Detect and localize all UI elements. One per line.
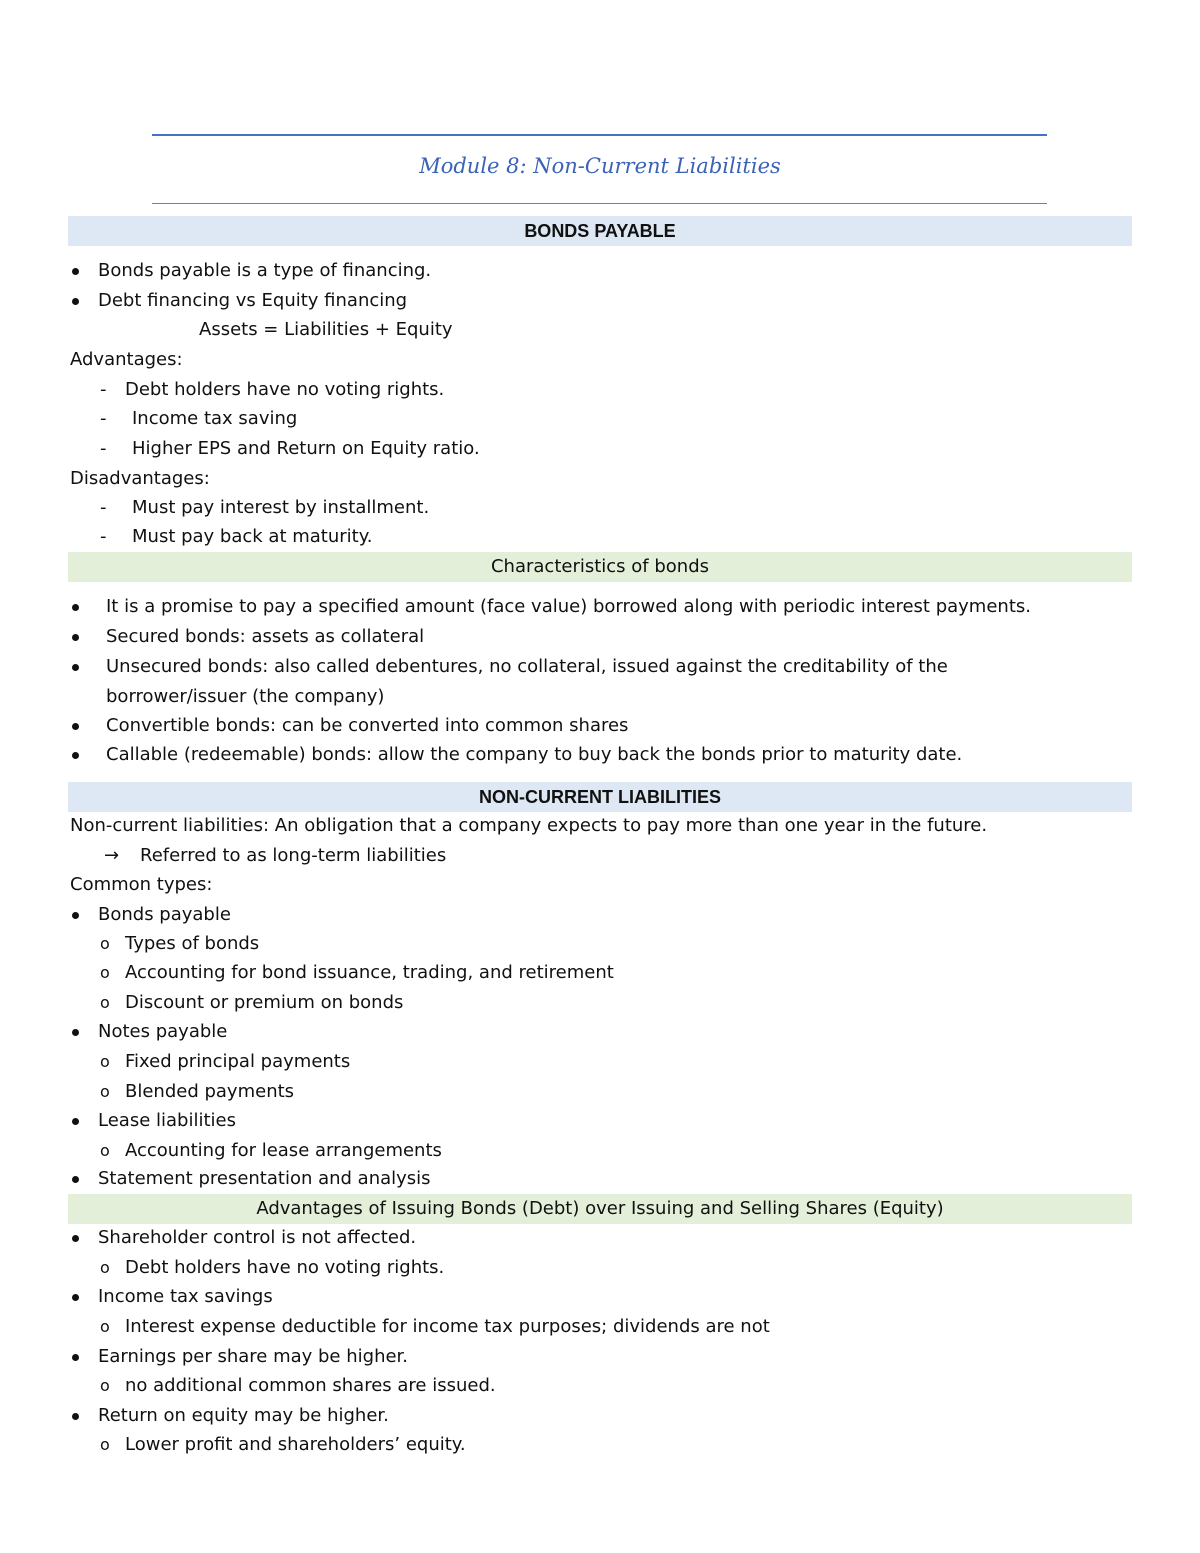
circle-bullet-icon: o (100, 1052, 110, 1071)
list-item: Convertible bonds: can be converted into common shares (106, 715, 629, 736)
list-item: Income tax savings (98, 1286, 273, 1307)
bullet-icon (72, 1029, 79, 1036)
bullet-icon (72, 1235, 79, 1242)
arrow-note: Referred to as long-term liabilities (140, 845, 447, 866)
sub-list-item: Discount or premium on bonds (125, 992, 404, 1013)
definition-text: Non-current liabilities: An obligation that a company expects to pay more than one year in the future. (70, 815, 988, 836)
sub-list-item: Interest expense deductible for income tax purposes; dividends are not (125, 1316, 770, 1337)
sub-list-item: no additional common shares are issued. (125, 1375, 496, 1396)
circle-bullet-icon: o (100, 1435, 110, 1454)
list-item: Bonds payable is a type of financing. (98, 260, 432, 281)
equation: Assets = Liabilities + Equity (199, 319, 453, 340)
bullet-icon (72, 1118, 79, 1125)
dash-icon: - (100, 497, 107, 518)
sub-list-item: Lower profit and shareholders’ equity. (125, 1434, 466, 1455)
bullet-icon (72, 1294, 79, 1301)
list-item: Secured bonds: assets as collateral (106, 626, 425, 647)
bullet-icon (72, 1176, 79, 1183)
bullet-icon (72, 268, 79, 275)
bullet-icon (72, 664, 79, 671)
circle-bullet-icon: o (100, 1141, 110, 1160)
dash-icon: - (100, 438, 107, 459)
sub-list-item: Blended payments (125, 1081, 295, 1102)
list-item: Lease liabilities (98, 1110, 236, 1131)
dash-icon: - (100, 379, 107, 400)
circle-bullet-icon: o (100, 1376, 110, 1395)
sub-list-item: Accounting for bond issuance, trading, and retirement (125, 962, 614, 983)
bullet-icon (72, 912, 79, 919)
circle-bullet-icon: o (100, 963, 110, 982)
bullet-icon (72, 634, 79, 641)
page-title: Module 8: Non-Current Liabilities (419, 154, 781, 178)
circle-bullet-icon: o (100, 1317, 110, 1336)
sub-list-item: Types of bonds (125, 933, 260, 954)
circle-bullet-icon: o (100, 934, 110, 953)
sub-list-item: Fixed principal payments (125, 1051, 351, 1072)
bullet-icon (72, 1354, 79, 1361)
list-item: Earnings per share may be higher. (98, 1346, 409, 1367)
disadvantages-label: Disadvantages: (70, 468, 210, 489)
list-item: Statement presentation and analysis (98, 1168, 431, 1189)
bullet-icon (72, 1413, 79, 1420)
circle-bullet-icon: o (100, 1258, 110, 1277)
section-heading-advantages-bonds: Advantages of Issuing Bonds (Debt) over Issuing and Selling Shares (Equity) (68, 1194, 1132, 1224)
section-heading-non-current-liabilities: NON-CURRENT LIABILITIES (68, 782, 1132, 812)
bullet-icon (72, 604, 79, 611)
sub-list-item: Debt holders have no voting rights. (125, 1257, 445, 1278)
list-item: Must pay back at maturity. (132, 526, 373, 547)
common-types-label: Common types: (70, 874, 213, 895)
sub-list-item: Accounting for lease arrangements (125, 1140, 442, 1161)
list-item: Must pay interest by installment. (132, 497, 430, 518)
dash-icon: - (100, 526, 107, 547)
circle-bullet-icon: o (100, 1082, 110, 1101)
list-item: Unsecured bonds: also called debentures, no collateral, issued against the creditability of the (106, 656, 948, 677)
list-item: Debt financing vs Equity financing (98, 290, 408, 311)
list-item: It is a promise to pay a specified amount (face value) borrowed along with periodic interest payments. (106, 596, 1031, 617)
list-item: Debt holders have no voting rights. (125, 379, 445, 400)
bullet-icon (72, 752, 79, 759)
list-item-continuation: borrower/issuer (the company) (106, 686, 385, 707)
list-item: Income tax saving (132, 408, 298, 429)
circle-bullet-icon: o (100, 993, 110, 1012)
section-heading-bonds-payable: BONDS PAYABLE (68, 216, 1132, 246)
list-item: Callable (redeemable) bonds: allow the company to buy back the bonds prior to maturity date. (106, 744, 963, 765)
list-item: Higher EPS and Return on Equity ratio. (132, 438, 480, 459)
section-heading-characteristics: Characteristics of bonds (68, 552, 1132, 582)
list-item: Return on equity may be higher. (98, 1405, 389, 1426)
list-item: Notes payable (98, 1021, 228, 1042)
list-item: Shareholder control is not affected. (98, 1227, 417, 1248)
arrow-icon: → (104, 845, 120, 866)
dash-icon: - (100, 408, 107, 429)
bullet-icon (72, 298, 79, 305)
list-item: Bonds payable (98, 904, 231, 925)
advantages-label: Advantages: (70, 349, 183, 370)
title-bottom-rule (152, 203, 1047, 204)
bullet-icon (72, 723, 79, 730)
title-top-rule (152, 134, 1047, 136)
